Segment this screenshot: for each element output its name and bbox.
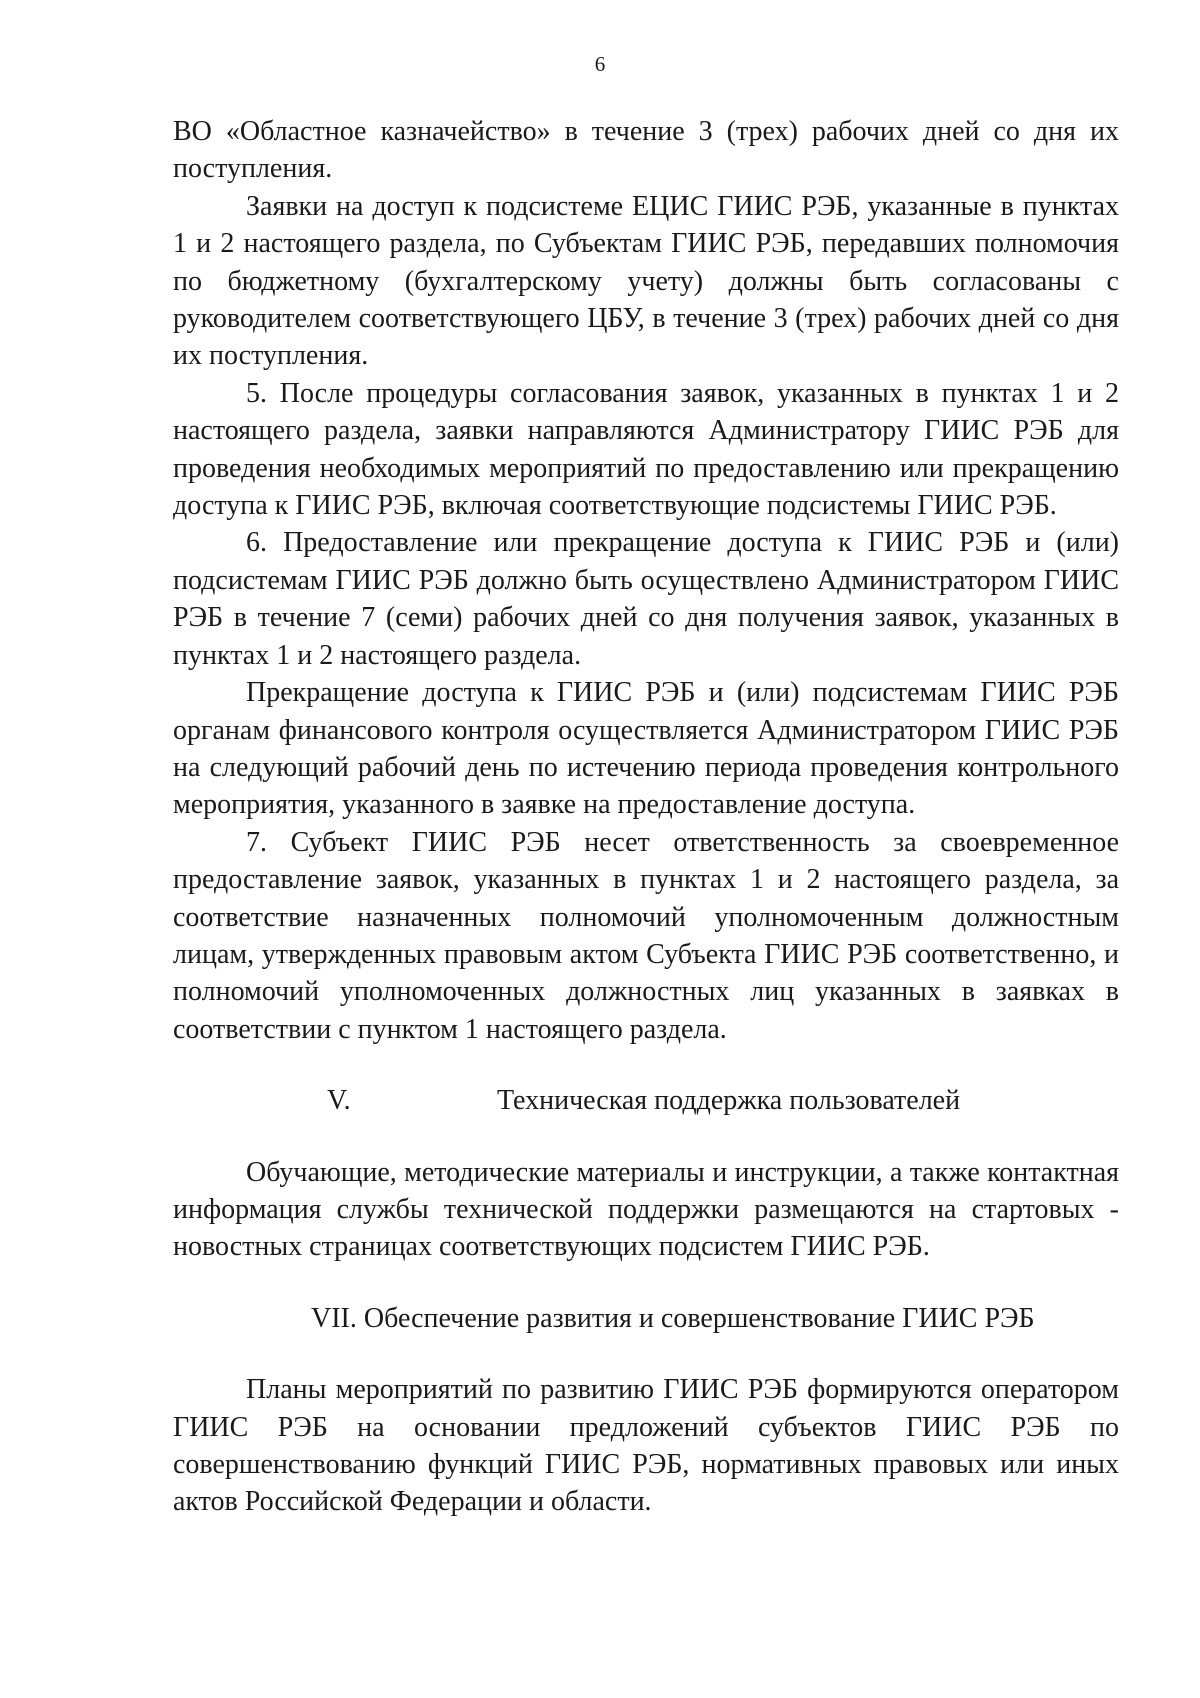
paragraph-access-termination: Прекращение доступа к ГИИС РЭБ и (или) подсистемам ГИИС РЭБ органам финансового контроля осуществляется Администратором ГИИС РЭБ на следующий рабочий день по истечению периода проведения контрольного мероприятия, указанного в заявке на предоставление доступа. xyxy=(173,677,1119,821)
paragraph-item-7: 7. Субъект ГИИС РЭБ несет ответственность за своевременное предоставление заявок, указанных в пунктах 1 и 2 настоящего раздела, за соответствие назначенных полномочий уполномоченным должностным лицам, утвержденных правовым актом Субъекта ГИИС РЭБ соответственно, и полномочий уполномоченных должностных лиц указанных в заявках в соответствии с пунктом 1 настоящего раздела. xyxy=(173,826,1119,1045)
section-v-heading xyxy=(173,1082,1119,1119)
section-vii-paragraph: Планы мероприятий по развитию ГИИС РЭБ формируются оператором ГИИС РЭБ на основании предложений субъектов ГИИС РЭБ по совершенствованию функций ГИИС РЭБ, нормативных правовых или иных актов Российской Федерации и области. xyxy=(173,1374,1119,1518)
section-v-title: Техническая поддержка пользователей xyxy=(497,1085,961,1117)
paragraph-continuation: ВО «Областное казначейство» в течение 3 (трех) рабочих дней со дня их поступления. xyxy=(173,116,1119,185)
page-number: 6 xyxy=(594,52,606,76)
document-body xyxy=(173,113,1119,1521)
paragraph-cbu-approval: Заявки на доступ к подсистеме ЕЦИС ГИИС РЭБ, указанные в пунктах 1 и 2 настоящего раздела, по Субъектам ГИИС РЭБ, передавших полномочия по бюджетному (бухгалтерскому учету) должны быть согласованы с руководителем соответствующего ЦБУ, в течение 3 (трех) рабочих дней со дня их поступления. xyxy=(173,190,1119,372)
paragraph-item-5: 5. После процедуры согласования заявок, указанных в пунктах 1 и 2 настоящего раздела, заявки направляются Администратору ГИИС РЭБ для проведения необходимых мероприятий по предоставлению или прекращению доступа к ГИИС РЭБ, включая соответствующие подсистемы ГИИС РЭБ. xyxy=(173,377,1119,522)
section-vii-heading: VII. Обеспечение развития и совершенствование ГИИС РЭБ xyxy=(311,1302,1035,1334)
section-v-number: V. xyxy=(327,1085,351,1117)
paragraph-item-6: 6. Предоставление или прекращение доступа к ГИИС РЭБ и (или) подсистемам ГИИС РЭБ должно быть осуществлено Администратором ГИИС РЭБ в течение 7 (семи) рабочих дней со дня получения заявок, указанных в пунктах 1 и 2 настоящего раздела. xyxy=(173,527,1119,671)
section-v-paragraph: Обучающие, методические материалы и инструкции, а также контактная информация службы технической поддержки размещаются на стартовых - новостных страницах соответствующих подсистем ГИИС РЭБ. xyxy=(173,1156,1119,1263)
